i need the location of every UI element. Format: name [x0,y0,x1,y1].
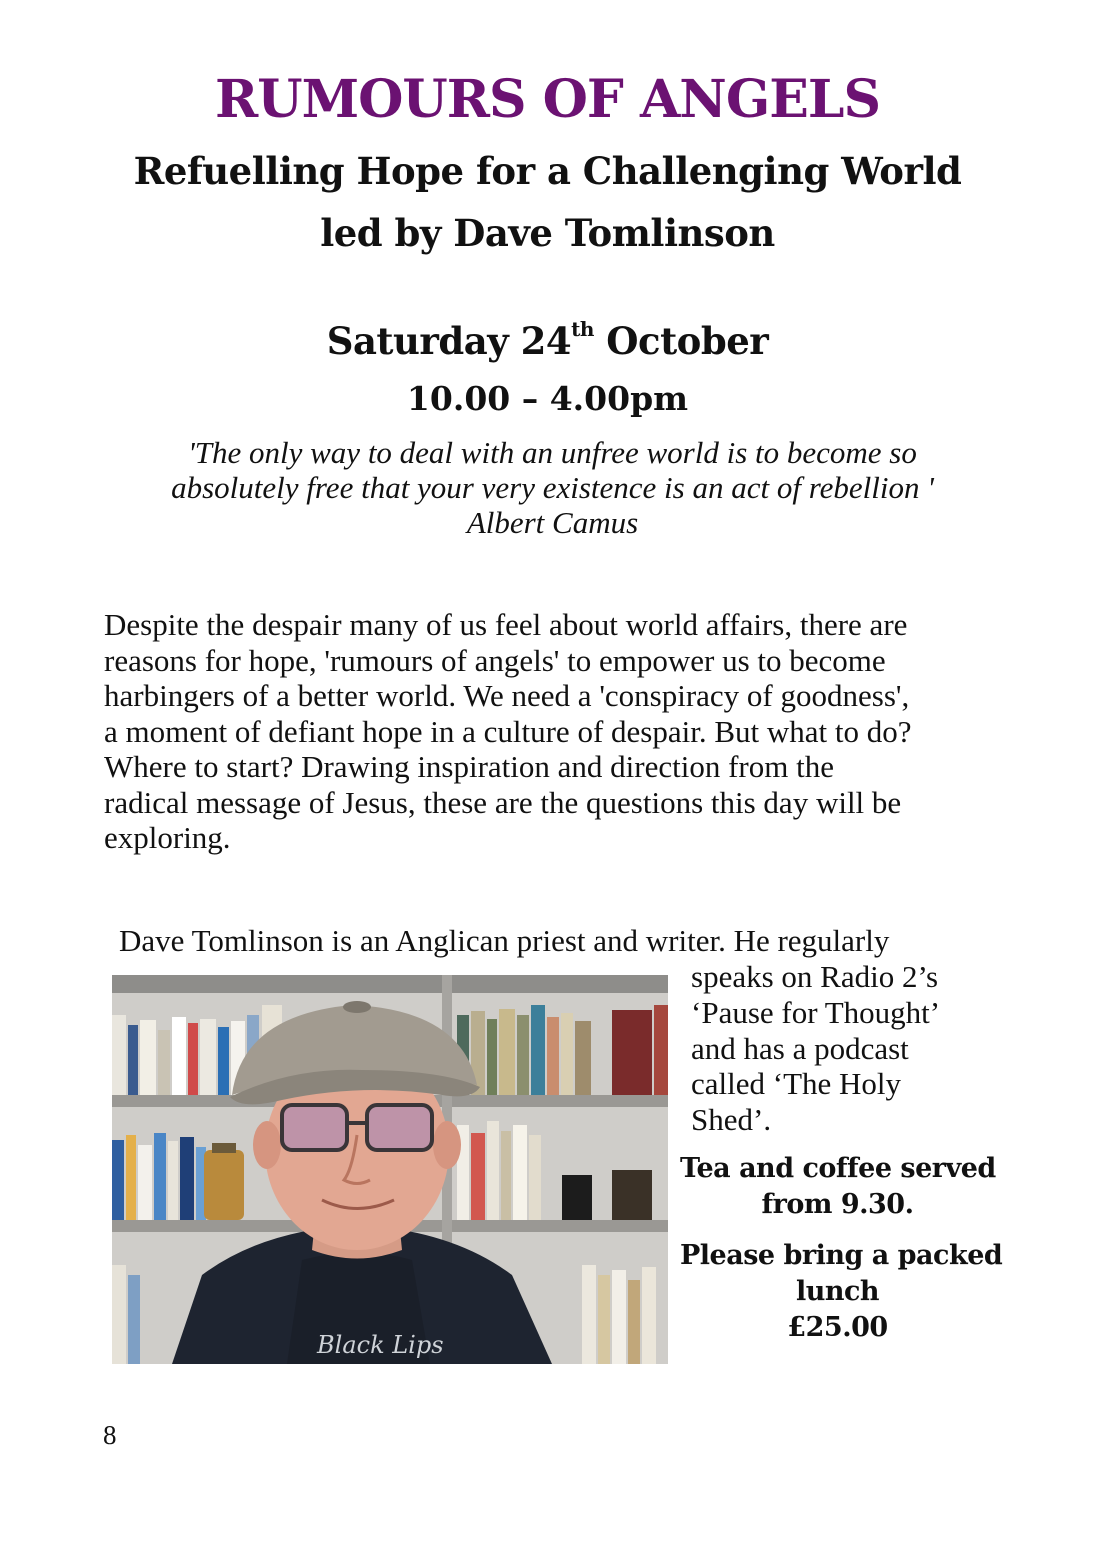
quote-author: Albert Camus [466,505,639,540]
page-number: 8 [103,1420,117,1450]
date-month: October [593,319,769,363]
event-time: 10.00 – 4.00pm [406,379,689,418]
description-line: harbingers of a better world. We need a 'conspiracy of goodness', [104,678,910,713]
bio-line: ‘Pause for Thought’ [691,994,941,1030]
description-line: reasons for hope, 'rumours of angels' to empower us to become [104,642,886,678]
description [104,607,1014,856]
date-day: Saturday 24 [326,319,572,363]
speaker-photo [112,975,668,1364]
refreshments-line: from 9.30. [761,1189,914,1220]
refreshments-line: Tea and coffee served [680,1153,996,1184]
date-ordinal: th [571,317,594,341]
lunch-note [680,1238,1003,1346]
shirt-text: Black Lips [317,1331,444,1359]
description-line: exploring. [104,820,231,855]
refreshments-note [680,1151,995,1223]
bio-line: called ‘The Holy [691,1066,902,1102]
description-line: Despite the despair many of us feel about world affairs, there are [104,607,908,642]
quote-line: 'The only way to deal with an unfree world is to become so [188,435,917,470]
subtitle: Refuelling Hope for a Challenging World [133,149,962,193]
bio-line: speaks on Radio 2’s [691,959,939,994]
description-line: Where to start? Drawing inspiration and direction from the [104,749,834,784]
lunch-line: Please bring a packed [680,1240,1003,1271]
lunch-line: lunch [795,1276,880,1307]
quote [100,435,1005,540]
bio-line: and has a podcast [691,1030,909,1066]
page-title: RUMOURS OF ANGELS [215,69,880,130]
leader-line: led by Dave Tomlinson [320,211,775,255]
speaker-photo-illustration [112,975,668,1364]
bio-line: Shed’. [691,1102,772,1138]
event-date [0,315,1095,367]
quote-line: absolutely free that your very existence is an act of rebellion ' [171,470,934,505]
description-line: a moment of defiant hope in a culture of despair. But what to do? [104,713,912,749]
bio-continued [691,959,1021,1138]
bio-first-line: Dave Tomlinson is an Anglican priest and writer. He regularly [119,923,890,958]
price: £25.00 [787,1312,888,1343]
description-line: radical message of Jesus, these are the questions this day will be [104,784,902,820]
